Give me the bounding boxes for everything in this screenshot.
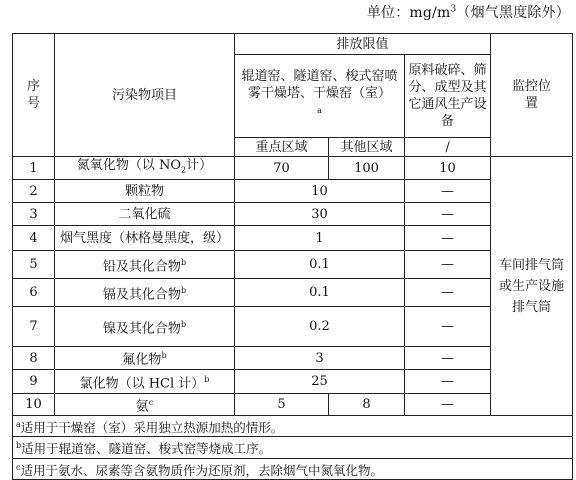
header-other-area: 其他区域 <box>329 138 405 157</box>
row-no: 9 <box>13 370 55 394</box>
header-seq: 序号 <box>13 34 55 157</box>
table-row <box>13 307 573 347</box>
table-row <box>13 226 573 251</box>
footnote-c: $^c$适用于氨水、尿素等含氨物质作为还原剂，去除烟气中氮氧化物。 <box>13 458 573 479</box>
row-other-area: 8 <box>329 394 405 416</box>
unit-label: 单位：$mg/m^3$（烟气黑度除外） <box>366 4 570 21</box>
row-raw: — <box>405 203 491 226</box>
row-raw: — <box>405 226 491 251</box>
emission-limits-table <box>12 33 573 480</box>
row-merged-limit: 0.2 <box>235 307 405 347</box>
header-kiln: 辊道窑、隧道窑、梭式窑喷雾干燥塔、干燥窑（室） $^a$ <box>235 55 405 138</box>
header-key-area: 重点区域 <box>235 138 329 157</box>
header-slash: / <box>405 138 491 157</box>
row-no: 10 <box>13 394 55 416</box>
row-raw: 10 <box>405 157 491 180</box>
row-name: 镍及其化合物$^b$ <box>55 307 235 347</box>
row-no: 7 <box>13 307 55 347</box>
row-raw: — <box>405 251 491 279</box>
row-name: 氨$^c$ <box>55 394 235 416</box>
footnote-b: $^b$适用于辊道窑、隧道窑、梭式窑等烧成工序。 <box>13 437 573 458</box>
row-raw: — <box>405 370 491 394</box>
table-row <box>13 279 573 307</box>
row-name: 氯化物（以 HCl 计）$^b$ <box>55 370 235 394</box>
table-row <box>13 370 573 394</box>
row-merged-limit: 0.1 <box>235 279 405 307</box>
row-name: 二氧化硫 <box>55 203 235 226</box>
row-merged-limit: 3 <box>235 347 405 370</box>
header-raw-equipment: 原料破碎、筛分、成型及其它通风生产设备 <box>405 55 491 138</box>
header-limit: 排放限值 <box>235 34 491 55</box>
row-other-area: 100 <box>329 157 405 180</box>
row-merged-limit: 25 <box>235 370 405 394</box>
footnote-a: $^a$适用于干燥窑（室）采用独立热源加热的情形。 <box>13 416 573 437</box>
table-row <box>13 180 573 203</box>
table-row <box>13 394 573 416</box>
row-merged-limit: 30 <box>235 203 405 226</box>
row-raw: — <box>405 279 491 307</box>
row-key-area: 70 <box>235 157 329 180</box>
table-row <box>13 157 573 180</box>
row-raw: — <box>405 394 491 416</box>
row-no: 3 <box>13 203 55 226</box>
row-raw: — <box>405 180 491 203</box>
row-no: 8 <box>13 347 55 370</box>
row-no: 6 <box>13 279 55 307</box>
row-name: 氮氧化物（以 $NO_2$计） <box>55 157 235 180</box>
table-row <box>13 251 573 279</box>
header-monitor: 监控位置 <box>491 34 573 157</box>
row-no: 5 <box>13 251 55 279</box>
row-merged-limit: 10 <box>235 180 405 203</box>
row-name: 镉及其化合物$^b$ <box>55 279 235 307</box>
row-key-area: 5 <box>235 394 329 416</box>
row-no: 1 <box>13 157 55 180</box>
row-raw: — <box>405 347 491 370</box>
row-name: 铅及其化合物$^b$ <box>55 251 235 279</box>
table-row <box>13 347 573 370</box>
row-name: 烟气黑度（林格曼黑度，级） <box>55 226 235 251</box>
row-name: 颗粒物 <box>55 180 235 203</box>
monitor-location: 车间排气筒或生产设施排气筒 <box>491 157 573 416</box>
row-merged-limit: 1 <box>235 226 405 251</box>
row-no: 2 <box>13 180 55 203</box>
table-row <box>13 203 573 226</box>
header-pollutant: 污染物项目 <box>55 34 235 157</box>
row-merged-limit: 0.1 <box>235 251 405 279</box>
row-raw: — <box>405 307 491 347</box>
row-name: 氟化物$^b$ <box>55 347 235 370</box>
row-no: 4 <box>13 226 55 251</box>
